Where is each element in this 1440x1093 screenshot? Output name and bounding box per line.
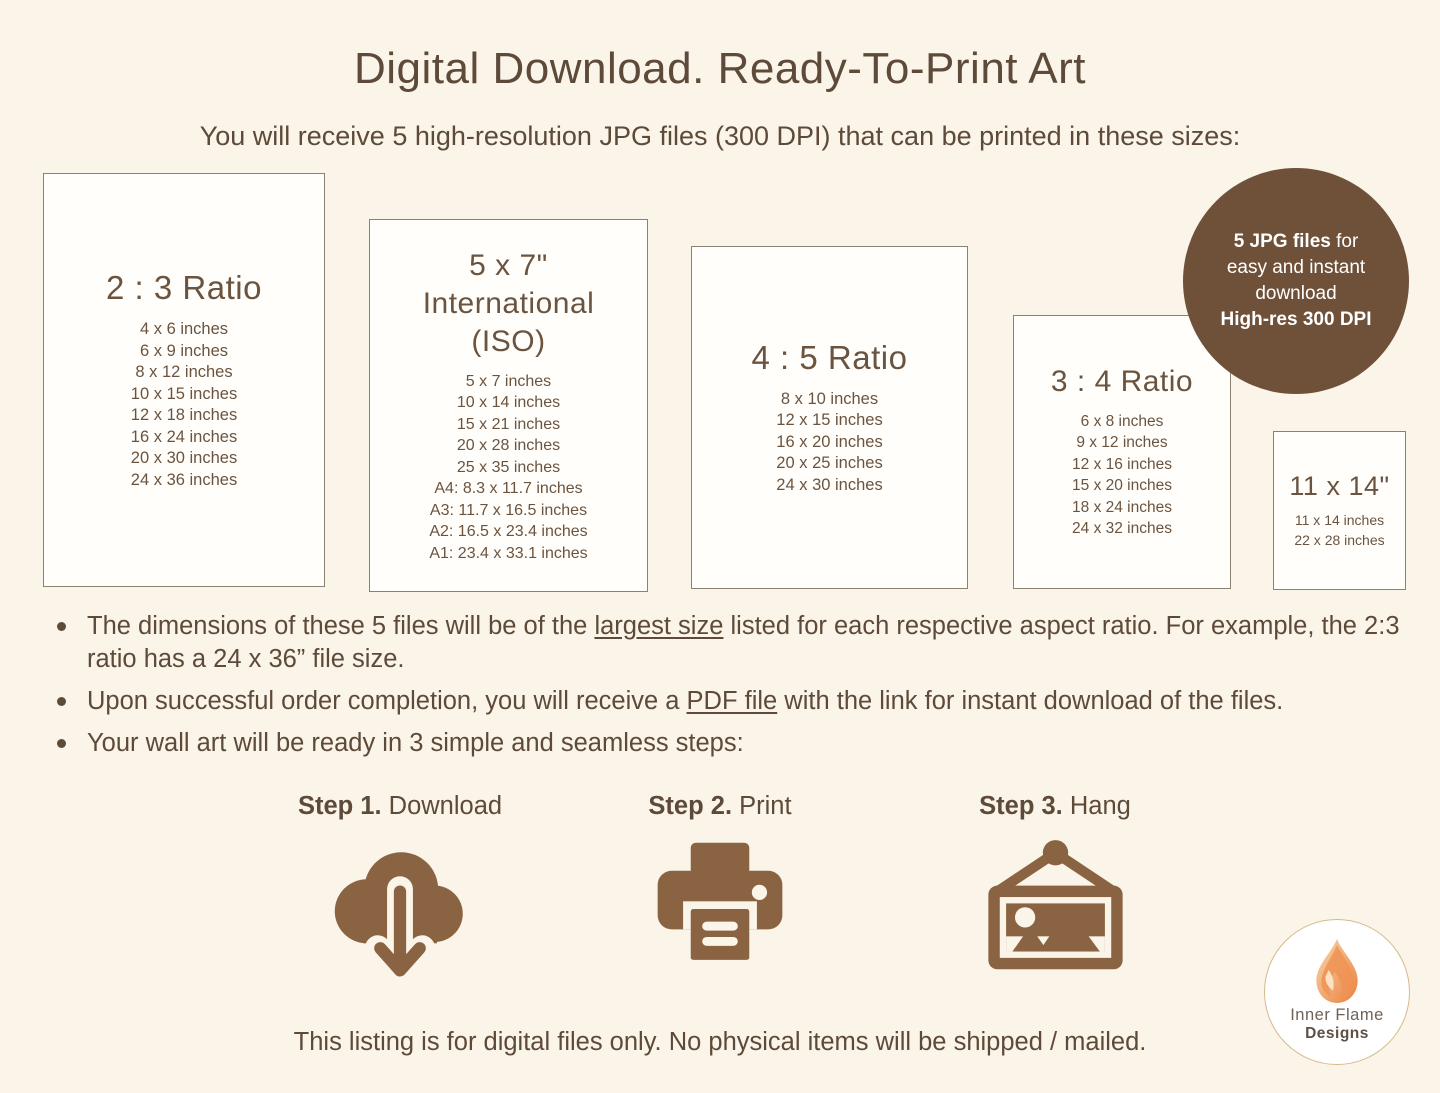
size-box-11x14 (1273, 431, 1406, 590)
size-line: A1: 23.4 x 33.1 inches (429, 544, 588, 562)
flame-icon (1306, 934, 1368, 1008)
size-line: 11 x 14 inches (1294, 511, 1385, 528)
page-subtitle: You will receive 5 high-resolution JPG files (300 DPI) that can be printed in these sizes: (199, 121, 1241, 151)
size-box-title: 4 : 5 Ratio (751, 338, 908, 376)
size-line: 25 x 35 inches (456, 458, 561, 476)
size-box-3-4 (1013, 315, 1231, 589)
bullet-dot (57, 622, 66, 631)
bullet-item (57, 685, 1402, 718)
bullet-text-pre: The dimensions of these 5 files will be of the (87, 612, 595, 640)
size-line: 20 x 28 inches (456, 437, 561, 455)
step-label (255, 792, 545, 821)
step-3-hang (900, 792, 1210, 987)
bullet-text-underlined: PDF file (686, 687, 778, 715)
step-number: Step 2. (648, 792, 733, 820)
picture-frame-icon (973, 835, 1138, 987)
bullet-text-post: with the link for instant download of the files. (777, 687, 1284, 715)
badge-line (1234, 229, 1359, 255)
size-line: 24 x 36 inches (130, 470, 238, 489)
size-line: 18 x 24 inches (1072, 498, 1172, 516)
size-line: 4 x 6 inches (139, 320, 229, 338)
size-line: 20 x 30 inches (130, 449, 238, 467)
size-line: 8 x 12 inches (135, 363, 233, 381)
bullet-text-underlined: largest size (594, 612, 724, 640)
size-line: 6 x 9 inches (139, 341, 229, 360)
step-action: Print (739, 792, 792, 820)
size-line: 10 x 14 inches (456, 394, 561, 412)
bullet-item (57, 610, 1402, 676)
size-line: 15 x 20 inches (1072, 477, 1172, 494)
page-title: Digital Download. Ready-To-Print Art (353, 44, 1087, 93)
size-box-title: 3 : 4 Ratio (1050, 364, 1194, 398)
size-line: 5 x 7 inches (465, 372, 552, 390)
size-line: 16 x 20 inches (776, 432, 883, 451)
size-line: 12 x 15 inches (776, 411, 883, 430)
step-action: Download (388, 792, 503, 820)
cloud-download-icon (325, 835, 475, 995)
size-line: 8 x 10 inches (780, 389, 879, 408)
size-line: 22 x 28 inches (1294, 532, 1385, 548)
step-1-download (255, 792, 545, 995)
badge-line: download (1255, 283, 1337, 304)
bullet-item (57, 727, 1402, 760)
size-line: 9 x 12 inches (1076, 434, 1168, 451)
printer-icon (650, 835, 790, 988)
step-action: Hang (1069, 792, 1131, 820)
bullet-text (87, 685, 1283, 718)
bullet-text (87, 727, 744, 760)
size-line: A2: 16.5 x 23.4 inches (429, 523, 588, 541)
info-bullets (57, 610, 1402, 769)
size-line: 15 x 21 inches (456, 415, 561, 433)
size-box-title: International (422, 286, 595, 320)
size-line: 10 x 15 inches (130, 384, 238, 403)
bullet-text (87, 610, 1402, 676)
size-box-title: 2 : 3 Ratio (106, 269, 262, 306)
jpg-files-badge (1183, 168, 1409, 394)
size-line: 6 x 8 inches (1080, 412, 1164, 430)
size-box-5x7-iso (369, 219, 648, 592)
size-box-2-3 (43, 173, 325, 587)
badge-line: easy and instant (1226, 257, 1366, 278)
brand-name-line2: Designs (1305, 1025, 1369, 1042)
step-label (900, 792, 1210, 821)
size-line: A3: 11.7 x 16.5 inches (429, 501, 588, 519)
size-line: 12 x 16 inches (1072, 455, 1172, 473)
size-line: A4: 8.3 x 11.7 inches (434, 480, 583, 498)
badge-bold-text: High-res 300 DPI (1220, 309, 1372, 330)
step-label (575, 792, 865, 821)
bullet-dot (57, 739, 66, 748)
badge-text: for (1330, 231, 1359, 252)
step-number: Step 3. (979, 792, 1063, 820)
size-box-title: 11 x 14" (1289, 470, 1390, 501)
badge-line (1221, 307, 1372, 333)
size-box-title: (ISO) (471, 324, 546, 358)
brand-name-line1: Inner Flame (1290, 1006, 1384, 1024)
footer-note: This listing is for digital files only. No physical items will be shipped / mailed. (293, 1028, 1147, 1056)
bullet-dot (57, 697, 66, 706)
step-2-print (575, 792, 865, 988)
badge-bold-text: 5 JPG files (1233, 231, 1331, 252)
size-line: 16 x 24 inches (130, 427, 238, 446)
size-line: 20 x 25 inches (776, 454, 883, 473)
bullet-text-pre: Upon successful order completion, you will receive a (87, 687, 687, 715)
bullet-text-post: listed for each respective aspect ratio. For example, the 2:3 ratio has a 24 x 36” file size. (87, 612, 1400, 673)
size-line: 24 x 32 inches (1072, 520, 1172, 537)
size-line: 24 x 30 inches (776, 475, 883, 494)
brand-logo (1264, 919, 1410, 1065)
size-box-4-5 (691, 246, 968, 589)
step-number: Step 1. (297, 792, 382, 820)
size-line: 12 x 18 inches (130, 406, 238, 424)
size-box-title: 5 x 7" (469, 248, 548, 282)
bullet-text-pre: Your wall art will be ready in 3 simple and seamless steps: (87, 729, 744, 757)
